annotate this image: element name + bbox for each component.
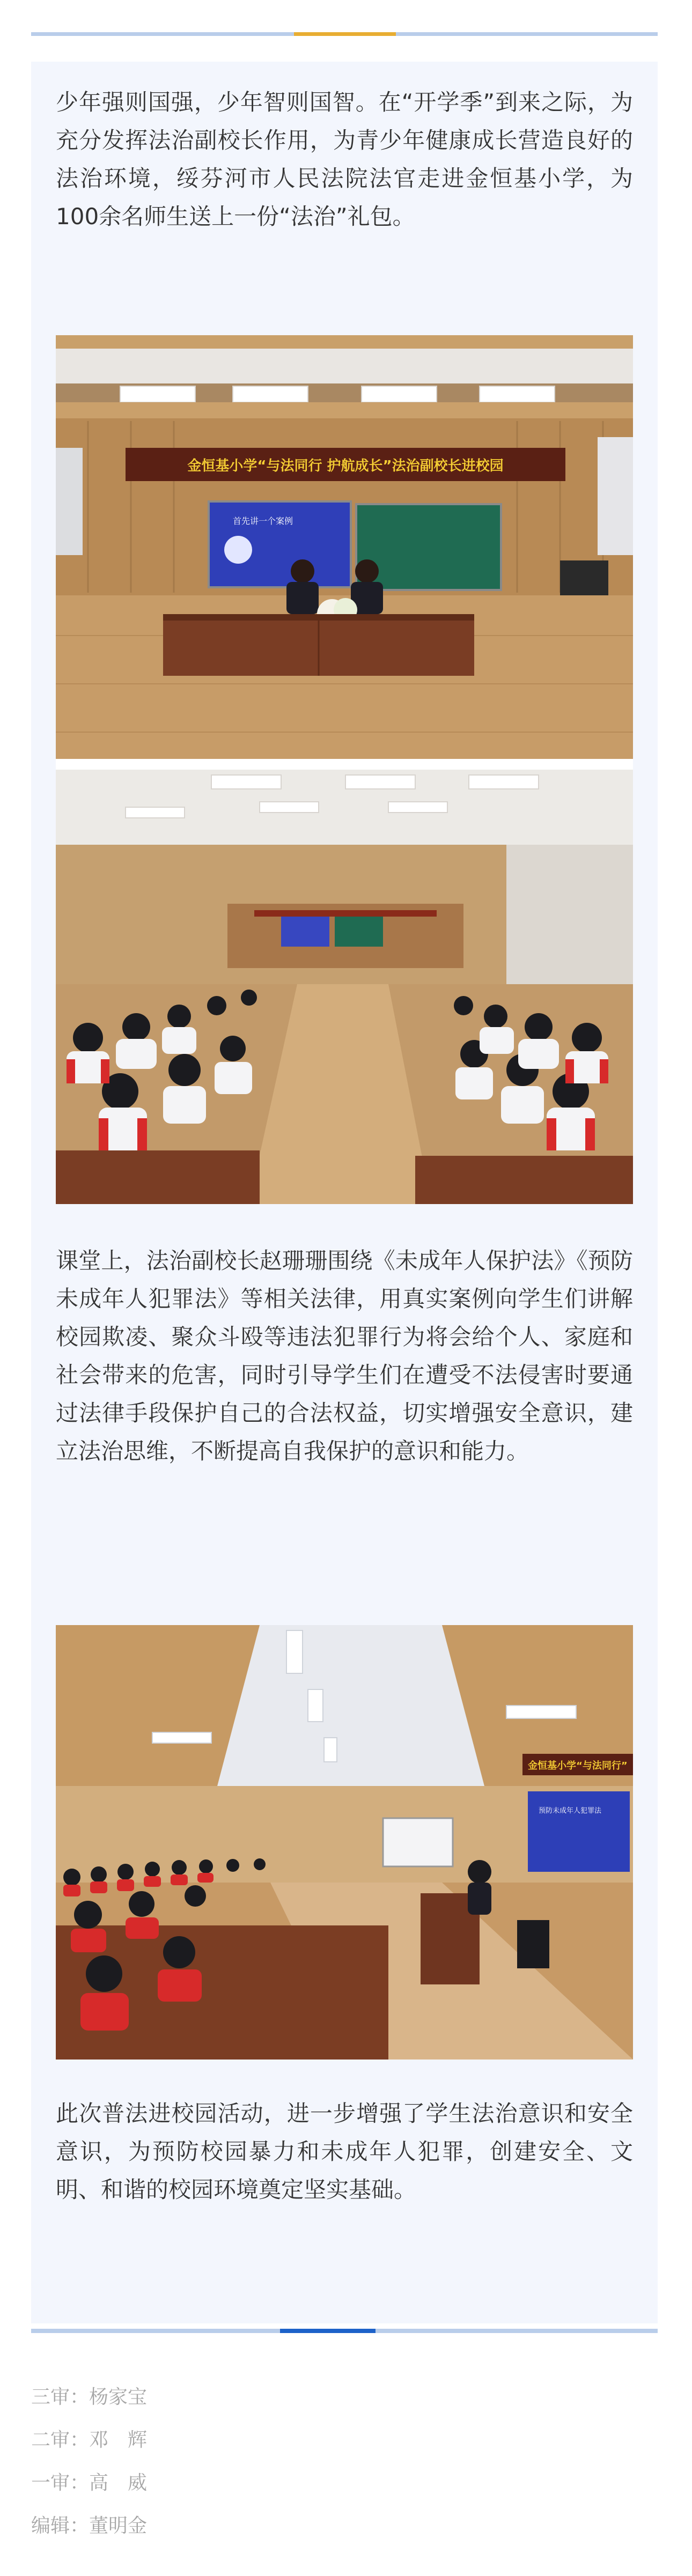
credit-line-second-review: [31, 2427, 147, 2470]
credit-role: 二审：: [31, 2429, 90, 2451]
credit-role: 一审：: [31, 2472, 90, 2494]
credit-role: 编辑：: [31, 2515, 90, 2537]
bottom-divider: [31, 2329, 658, 2333]
credit-line-final-review: [31, 2384, 147, 2427]
photo-classroom-side: [56, 1625, 633, 2060]
lesson-paragraph: 课堂上，法治副校长赵珊珊围绕《未成年人保护法》《预防未成年人犯罪法》等相关法律，用真实案例向学生们讲解校园欺凌、聚众斗殴等违法犯罪行为将会给个人、家庭和社会带来的危害，同时引导学生们在遭受不法侵害时要通过法律手段保护自己的合法权益，切实增强安全意识，建立法治思维，不断提高自我保护的意识和能力。: [56, 1248, 633, 1464]
credit-name: 杨家宝: [89, 2386, 148, 2408]
credit-role: 三审：: [31, 2386, 90, 2408]
photo-classroom-front: [56, 335, 633, 770]
intro-paragraph: 少年强则国强，少年智则国智。在“开学季”到来之际，为充分发挥法治副校长作用，为青少年健康成长营造良好的法治环境，绥芬河市人民法院法官走进金恒基小学，为100余名师生送上一份“法治”礼包。: [56, 89, 633, 230]
credit-line-first-review: [31, 2470, 147, 2513]
credit-line-editor: [31, 2513, 147, 2556]
credit-name: 董明金: [89, 2515, 148, 2537]
credit-name: 邓 辉: [89, 2429, 148, 2451]
credits: [31, 2384, 147, 2556]
closing-paragraph: 此次普法进校园活动，进一步增强了学生法治意识和安全意识，为预防校园暴力和未成年人犯罪，创建安全、文明、和谐的校园环境奠定坚实基础。: [56, 2100, 633, 2203]
top-divider-accent: [294, 32, 396, 36]
article-card: [31, 62, 658, 2323]
bottom-divider-accent: [280, 2329, 376, 2333]
credit-name: 高 威: [89, 2472, 148, 2494]
banner-text-side: 金恒基小学“与法同行”: [528, 1760, 628, 1772]
screen-text: 首先讲一个案例: [233, 516, 293, 526]
top-divider: [31, 32, 658, 36]
photo-classroom-students: [56, 770, 633, 1204]
screen-text-side: 预防未成年人犯罪法: [539, 1807, 602, 1815]
banner-text: 金恒基小学“与法同行 护航成长”法治副校长进校园: [187, 458, 504, 474]
